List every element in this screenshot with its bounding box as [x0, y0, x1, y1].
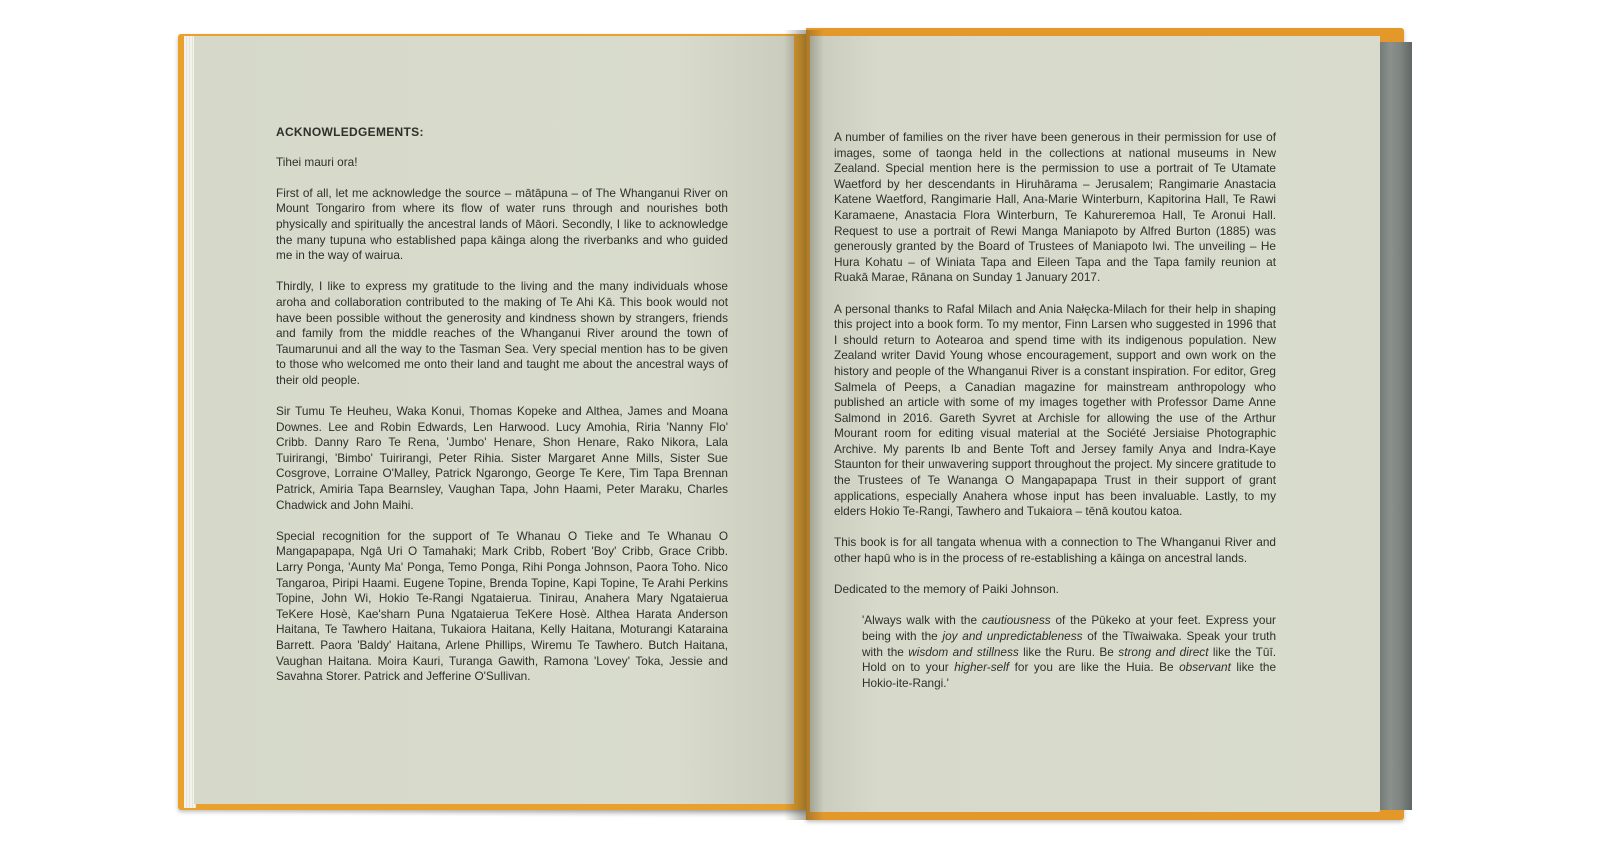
- paragraph-gratitude: Thirdly, I like to express my gratitude to the living and the many individuals whose aroha and collaboration contributed to the making of Te Ahi Kā. This book would not have been possible without the generosity and kindness shown by strangers, friends and family from the middle reaches of the Whanganui River around the town of Taumarunui and all the way to the Tasman Sea. Very special mention has to be given to those who welcomed me onto their land and taught me about the ancestral ways of their old people.: [276, 279, 728, 387]
- quote-text: of the Tīwaiwaka. Speak your truth with the: [862, 629, 1276, 659]
- quote-emphasis: wisdom and stillness: [908, 644, 1019, 659]
- right-page-text: [834, 130, 1276, 707]
- quote-text: for you are like the Huia. Be: [1009, 660, 1180, 675]
- book-spine: [784, 30, 824, 820]
- paragraph-families: A number of families on the river have been generous in their permission for use of images, some of taonga held in the collections at national museums in New Zealand. Special mention here is the permission to use a portrait of Te Utamate Waetford by her descendants in Hiruhārama – Jerusalem; Rangimarie Anastacia Katene Waetford, Rangimarie Hall, Ana-Marie Winterburn, Kapitorina Hall, Te Rawi Karamaene, Anastacia Flora Winterburn, Te Kahureremoa Hall, Te Aronui Hall. Request to use a portrait of Rewi Manga Maniapoto by Alfred Burton (1885) was generously granted by the Board of Trustees of Maniapoto Iwi. The unveiling – He Hura Kohatu – of Winiata Tapa and Eileen Tapa and the Tapa family reunion at Ruakā Marae, Rānana on Sunday 1 January 2017.: [834, 130, 1276, 285]
- quote-text: like the Ruru. Be: [1018, 644, 1119, 659]
- quote-emphasis: observant: [1179, 660, 1231, 675]
- quote-text: like the Hokio-ite-Rangi.': [862, 660, 1277, 690]
- quote-text: like the Tūī. Hold on to your: [862, 644, 1276, 675]
- quote-text: of the Pūkeko at your feet. Express your being with the: [862, 613, 1276, 643]
- greeting-paragraph: Tihei mauri ora!: [276, 154, 358, 169]
- quote-emphasis: strong and direct: [1118, 644, 1209, 659]
- paragraph-dedicated: Dedicated to the memory of Paiki Johnson.: [834, 582, 1059, 597]
- paragraph-source: First of all, let me acknowledge the source – mātāpuna – of The Whanganui River on Mount Tongariro from where its flow of water runs through and nourishes both physically and spiritually the ancestral lands of Māori. Secondly, I like to acknowledge the many tupuna who established papa kāinga along the riverbanks and who guided me in the way of wairua.: [276, 185, 728, 263]
- acknowledgements-heading: ACKNOWLEDGEMENTS:: [276, 125, 424, 139]
- quote-emphasis: higher-self: [954, 660, 1010, 675]
- paragraph-recognition: Special recognition for the support of Te Whanau O Tieke and Te Whanau O Mangapapapa, Ngā Uri O Tamahaki; Mark Cribb, Robert 'Boy' Cribb, Grace Cribb. Larry Ponga, 'Aunty Ma' Ponga, Temo Ponga, Rihi Ponga Johnson, Paora Toho. Nico Tangaroa, Piripi Haami. Eugene Topine, Brenda Topine, Kapi Topine, Te Arahi Perkins Topine, John Wi, Hokio Te-Rangi Ngataierua. Tinirau, Anahera Mary Ngataierua TeKere Hosè, Kae'sharn Puna Ngataierua TeKere Hosè. Althea Harata Anderson Haitana, Te Tawhero Haitana, Tukaiora Haitana, Kelly Haitana, Moturangi Kataraina Barrett. Paora 'Baldy' Haitana, Arlene Phillips, Wiremu Te Tawhero. Butch Haitana, Vaughan Haitana. Moira Kauri, Turanga Gawith, Ramona 'Lovey' Toka, Jessie and Savahna Storer. Patrick and Jefferine O'Sullivan.: [276, 528, 728, 684]
- quote-emphasis: cautiousness: [981, 613, 1051, 628]
- closing-quote: [862, 613, 1276, 691]
- paragraph-names: Sir Tumu Te Heuheu, Waka Konui, Thomas Kopeke and Althea, James and Moana Downes. Lee and Robin Edwards, Len Harwood. Lucy Amohia, Riria 'Nanny Flo' Cribb. Danny Raro Te Rena, 'Jumbo' Henare, Shon Henare, Rako Nikora, Lala Tuirirangi, 'Bimbo' Tuirirangi, Peter Rihia. Sister Margaret Anne Mills, Sister Sue Cosgrove, Lorraine O'Malley, Patrick Ngarongo, George Te Kere, Tim Tapa Brennan Patrick, Amiria Tapa Bearnsley, Vaughan Tapa, John Haami, Peter Maraku, Charles Chadwick and John Maihi.: [276, 404, 728, 512]
- quote-text: 'Always walk with the: [862, 613, 982, 628]
- left-page-text: [276, 125, 728, 700]
- photo-insert-edge: [1376, 42, 1412, 810]
- paragraph-dedication-intro: This book is for all tangata whenua with a connection to The Whanganui River and other hapū who is in the process of re-establishing a kāinga on ancestral lands.: [834, 535, 1276, 566]
- quote-emphasis: joy and unpredictableness: [942, 629, 1083, 643]
- paragraph-thanks: A personal thanks to Rafal Milach and Ania Nałęcka-Milach for their help in shaping this project into a book form. To my mentor, Finn Larsen who suggested in 1996 that I should return to Aotearoa and spend time with its indigenous population. New Zealand writer David Young whose encouragement, support and own work on the history and people of the Whanganui River is a constant inspiration. For editor, Greg Salmela of Peeps, a Canadian magazine for mainstream anthropology who published an article with some of my images together with Professor Dame Anne Salmond in 2016. Gareth Syvret at Archisle for allowing the use of the Arthur Mourant room for editing visual material at the Société Jersiaise Photographic Archive. My parents Ib and Bente Toft and Jersey family Anya and Indra-Kaye Staunton for their unwavering support throughout the project. My sincere gratitude to the Trustees of Te Wananga O Mangapapapa Trust in their support of grant applications, especially Anahera whose input has been invaluable. Lastly, to my elders Hokio Te-Rangi, Tawhero and Tukaiora – tēnā koutou katoa.: [834, 301, 1276, 519]
